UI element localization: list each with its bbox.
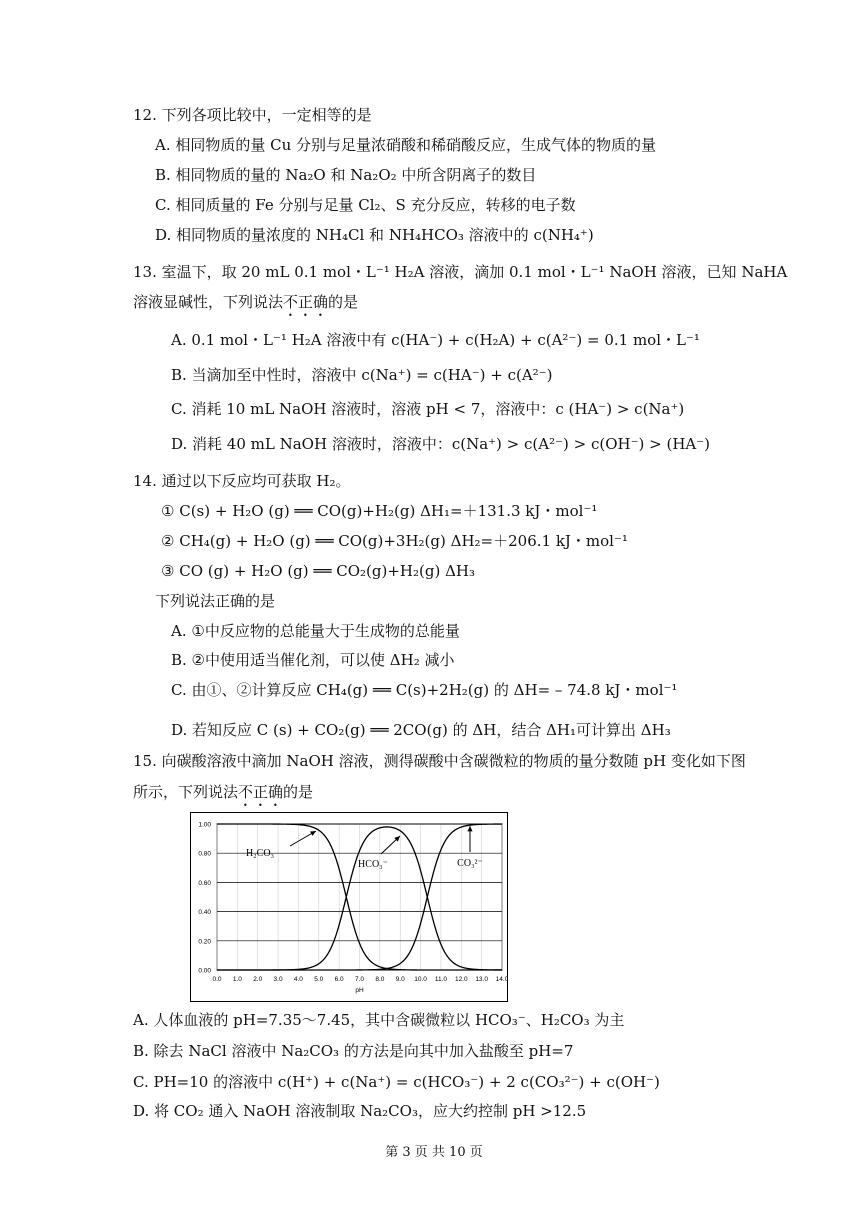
series-label-2: CO₃²⁻ bbox=[457, 858, 483, 869]
x-tick-label: 6.0 bbox=[334, 976, 344, 983]
q14-reaction-2: ② CH₄(g) + H₂O (g) ══ CO(g)+3H₂(g) ΔH₂=＋206.1 kJ・mol⁻¹ bbox=[161, 532, 628, 550]
q12-stem: 12. 下列各项比较中，一定相等的是 bbox=[133, 106, 372, 124]
q13-stem-line1: 13. 室温下，取 20 mL 0.1 mol・L⁻¹ H₂A 溶液，滴加 0.1 mol・L⁻¹ NaOH 溶液，已知 NaHA bbox=[133, 263, 788, 281]
q12-option-d: D. 相同物质的量浓度的 NH₄Cl 和 NH₄HCO₃ 溶液中的 c(NH₄⁺) bbox=[155, 226, 594, 244]
carbonate-distribution-chart bbox=[190, 812, 508, 1002]
emphasis-not-correct: 不正确 bbox=[283, 293, 329, 311]
q13-option-b: B. 当滴加至中性时，溶液中 c(Na⁺) = c(HA⁻) + c(A²⁻) bbox=[171, 366, 553, 384]
q13-option-d: D. 消耗 40 mL NaOH 溶液时，溶液中：c(Na⁺) > c(A²⁻) > c(OH⁻) > (HA⁻) bbox=[171, 435, 711, 453]
series-label-0: H₂CO₃ bbox=[245, 848, 275, 859]
q15-option-a: A. 人体血液的 pH=7.35～7.45，其中含碳微粒以 HCO₃⁻、H₂CO₃ 为主 bbox=[133, 1011, 625, 1029]
x-tick-label: 7.0 bbox=[354, 976, 365, 983]
q13-option-c: C. 消耗 10 mL NaOH 溶液时，溶液 pH < 7，溶液中：c (HA⁻) > c(Na⁺) bbox=[171, 400, 685, 418]
q14-option-a: A. ①中反应物的总能量大于生成物的总能量 bbox=[171, 622, 460, 640]
x-tick-label: 5.0 bbox=[314, 976, 324, 983]
q14-reaction-1: ① C(s) + H₂O (g) ══ CO(g)+H₂(g) ΔH₁=＋131.3 kJ・mol⁻¹ bbox=[161, 502, 598, 520]
x-tick-label: 13.0 bbox=[475, 976, 488, 983]
y-tick-label: 0.80 bbox=[198, 850, 211, 858]
q15-option-b: B. 除去 NaCl 溶液中 Na₂CO₃ 的方法是向其中加入盐酸至 pH=7 bbox=[133, 1042, 574, 1060]
y-tick-label: 0.60 bbox=[198, 879, 211, 887]
emphasis-not-correct: 不正确 bbox=[238, 783, 284, 801]
q14-option-d: D. 若知反应 C (s) + CO₂(g) ══ 2CO(g) 的 ΔH，结合 ΔH₁可计算出 ΔH₃ bbox=[171, 721, 671, 739]
q15-option-d: D. 将 CO₂ 通入 NaOH 溶液制取 Na₂CO₃，应大约控制 pH >12.5 bbox=[133, 1102, 587, 1120]
x-tick-label: 14.0 bbox=[495, 976, 508, 983]
q15-option-c: C. PH=10 的溶液中 c(H⁺) + c(Na⁺) = c(HCO₃⁻) + 2 c(CO₃²⁻) + c(OH⁻) bbox=[133, 1073, 660, 1091]
x-tick-label: 11.0 bbox=[434, 976, 448, 983]
x-tick-label: 10.0 bbox=[414, 976, 427, 983]
q13-option-a: A. 0.1 mol・L⁻¹ H₂A 溶液中有 c(HA⁻) + c(H₂A) + c(A²⁻) = 0.1 mol・L⁻¹ bbox=[171, 331, 700, 349]
q12-option-a: A. 相同物质的量 Cu 分别与足量浓硝酸和稀硝酸反应，生成气体的物质的量 bbox=[155, 136, 657, 154]
q14-reaction-3: ③ CO (g) + H₂O (g) ══ CO₂(g)+H₂(g) ΔH₃ bbox=[161, 562, 475, 580]
x-tick-label: 1.0 bbox=[232, 976, 242, 983]
page-footer: 第 3 页 共 10 页 bbox=[385, 1145, 483, 1160]
y-tick-label: 0.20 bbox=[198, 938, 211, 946]
x-tick-label: 3.0 bbox=[273, 976, 283, 983]
q14-option-b: B. ②中使用适当催化剂，可以使 ΔH₂ 减小 bbox=[171, 651, 455, 669]
y-tick-label: 1.00 bbox=[198, 821, 211, 829]
x-tick-label: 9.0 bbox=[395, 976, 405, 983]
q15-stem-line1: 15. 向碳酸溶液中滴加 NaOH 溶液，测得碳酸中含碳微粒的物质的量分数随 pH 变化如下图 bbox=[133, 752, 746, 770]
y-tick-label: 0.00 bbox=[198, 967, 211, 975]
x-tick-label: 12.0 bbox=[454, 976, 468, 983]
q14-stem: 14. 通过以下反应均可获取 H₂。 bbox=[133, 472, 351, 490]
y-tick-label: 0.40 bbox=[198, 909, 211, 917]
q14-option-c: C. 由①、②计算反应 CH₄(g) ══ C(s)+2H₂(g) 的 ΔH= – 74.8 kJ・mol⁻¹ bbox=[171, 681, 678, 699]
x-tick-label: 8.0 bbox=[375, 976, 385, 983]
q14-sub-stem: 下列说法正确的是 bbox=[155, 592, 276, 610]
series-label-1: HCO₃⁻ bbox=[358, 859, 388, 870]
x-tick-label: 0.0 bbox=[212, 976, 222, 983]
q15-stem-line2: 所示，下列说法不正确的是 bbox=[133, 783, 314, 801]
q12-option-b: B. 相同物质的量的 Na₂O 和 Na₂O₂ 中所含阴离子的数目 bbox=[155, 166, 537, 184]
x-tick-label: 4.0 bbox=[293, 976, 303, 983]
q12-option-c: C. 相同质量的 Fe 分别与足量 Cl₂、S 充分反应，转移的电子数 bbox=[155, 196, 576, 214]
x-tick-label: 2.0 bbox=[253, 976, 263, 983]
q13-stem-line2: 溶液显碱性，下列说法不正确的是 bbox=[133, 293, 359, 311]
x-axis-label: pH bbox=[355, 987, 364, 994]
